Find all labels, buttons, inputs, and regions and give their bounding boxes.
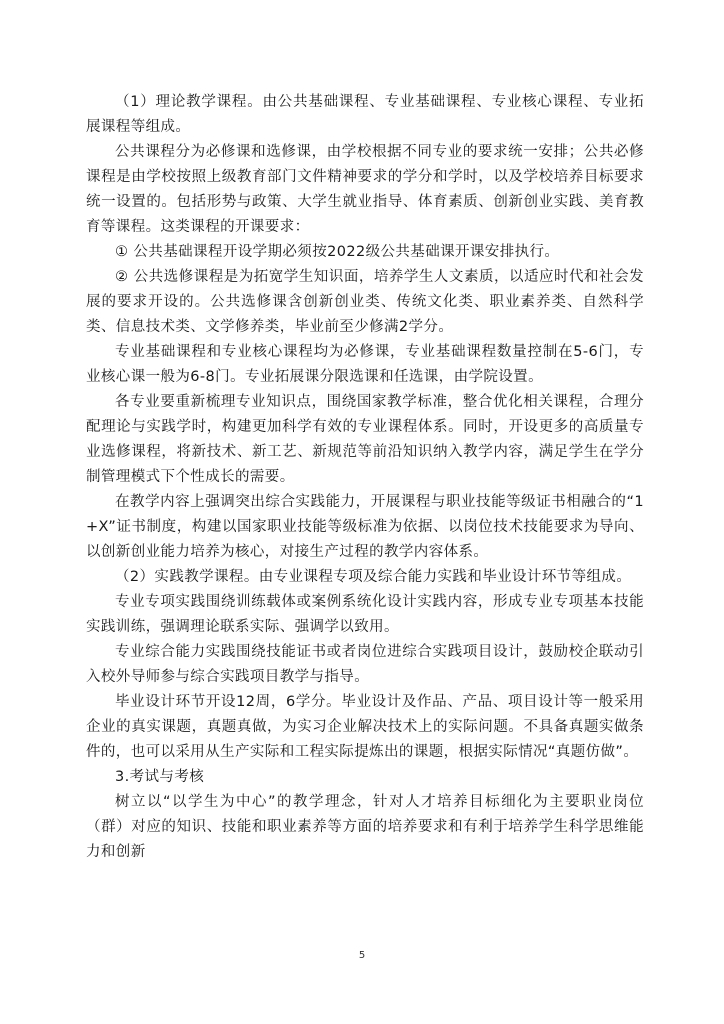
document-body xyxy=(86,90,644,865)
paragraph-practice-courses: （2）实践教学课程。由专业课程专项及综合能力实践和毕业设计环节等组成。 xyxy=(115,569,632,585)
paragraph-graduation-design: 毕业设计环节开设12周，6学分。毕业设计及作品、产品、项目设计等一般采用企业的真实课题，真题真做，为实习企业解决技术上的实际问题。不具备真题实做条件的，也可以采用从生产实际和工程实际提炼出的课题，根据实际情况“真题仿做”。 xyxy=(86,694,644,760)
paragraph-comprehensive-practice: 专业综合能力实践围绕技能证书或者岗位进综合实践项目设计，鼓励校企联动引入校外导师参与综合实践项目教学与指导。 xyxy=(86,644,644,685)
paragraph-knowledge-points: 各专业要重新梳理专业知识点，围绕国家教学标准，整合优化相关课程，合理分配理论与实践学时，构建更加科学有效的专业课程体系。同时，开设更多的高质量专业选修课程，将新技术、新工艺、新规范等前沿知识纳入教学内容，满足学生在学分制管理模式下个性成长的需要。 xyxy=(86,394,644,485)
paragraph-special-practice: 专业专项实践围绕训练载体或案例系统化设计实践内容，形成专业专项基本技能实践训练，强调理论联系实际、强调学以致用。 xyxy=(86,594,644,635)
paragraph-teaching-content: 在教学内容上强调突出综合实践能力，开展课程与职业技能等级证书相融合的“1+X”证书制度，构建以国家职业技能等级标准为依据、以岗位技术技能要求为导向、以创新创业能力培养为核心，对接生产过程的教学内容体系。 xyxy=(86,494,644,560)
paragraph-requirement-1: ① 公共基础课程开设学期必须按2022级公共基础课开课安排执行。 xyxy=(115,244,560,260)
paragraph-major-core: 专业基础课程和专业核心课程均为必修课，专业基础课程数量控制在5-6门，专业核心课一般为6-8门。专业拓展课分限选课和任选课，由学院设置。 xyxy=(86,344,644,385)
paragraph-teaching-philosophy: 树立以“以学生为中心”的教学理念，针对人才培养目标细化为主要职业岗位（群）对应的知识、技能和职业素养等方面的培养要求和有利于培养学生科学思维能力和创新 xyxy=(86,794,644,860)
paragraph-requirement-2: ② 公共选修课程是为拓宽学生知识面，培养学生人文素质，以适应时代和社会发展的要求开设的。公共选修课含创新创业类、传统文化类、职业素养类、自然科学类、信息技术类、文学修养类，毕业前至少修满2学分。 xyxy=(86,269,644,335)
paragraph-theory-courses: （1）理论教学课程。由公共基础课程、专业基础课程、专业核心课程、专业拓展课程等组成。 xyxy=(86,94,644,135)
paragraph-public-courses: 公共课程分为必修课和选修课，由学校根据不同专业的要求统一安排；公共必修课程是由学校按照上级教育部门文件精神要求的学分和学时，以及学校培养目标要求统一设置的。包括形势与政策、大学生就业指导、体育素质、创新创业实践、美育教育等课程。这类课程的开课要求： xyxy=(86,144,644,235)
page-number: 5 xyxy=(358,950,366,961)
section-heading-exams: 3.考试与考核 xyxy=(115,769,205,785)
